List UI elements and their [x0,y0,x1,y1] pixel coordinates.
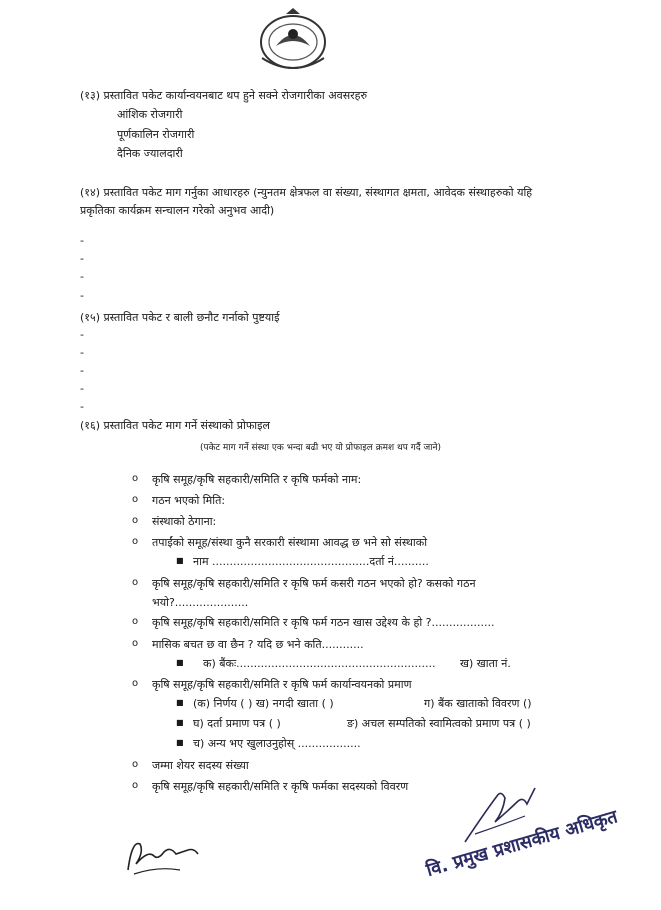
proof-bank-detail: ग) बैंक खाताको विवरण () [424,697,532,710]
proof-other: च) अन्य भए खुलाउनुहोस् .................. [193,737,361,750]
list-item: पूर्णकालिन रोजगारी [117,128,195,141]
proof-registration: घ) दर्ता प्रमाण पत्र ( ) [193,717,281,730]
objective-field: कृषि समूह/कृषि सहकारी/समिति र कृषि फर्म गठन खास उद्देश्य के हो ?.................. [152,616,495,629]
blank-line: - [80,289,84,302]
blank-line: - [80,270,84,283]
bullet-icon: o [132,473,139,484]
share-member-count-field: जम्मा शेयर सदस्य संख्या [152,759,249,772]
blank-line: - [80,382,84,395]
section-16-heading: (१६) प्रस्तावित पकेट माग गर्ने संस्थाको प्रोफाइल [80,419,271,432]
section-15-heading: (१५) प्रस्तावित पकेट र बाली छनौट गर्नाको पुष्टयाई [80,311,280,324]
monthly-saving-field: मासिक बचत छ वा छैन ? यदि छ भने कति............ [152,638,364,651]
blank-line: - [80,234,84,247]
bullet-icon: o [132,536,139,547]
member-details-field: कृषि समूह/कृषि सहकारी/समिति र कृषि फर्मका सदस्यको विवरण [152,780,409,793]
formation-process-field: कृषि समूह/कृषि सहकारी/समिति र कृषि फर्म कसरी गठन भएको हो? कसको गठन [152,577,476,590]
proof-property: ङ) अचल सम्पतिको स्वामित्वको प्रमाण पत्र ( ) [347,717,531,730]
blank-line: - [80,328,84,341]
blank-line: - [80,400,84,413]
org-name-field: कृषि समूह/कृषि सहकारी/समिति र कृषि फर्मको नाम: [152,473,362,486]
signature-left-icon [118,830,208,880]
bullet-icon: o [132,678,139,689]
section-13-heading: (१३) प्रस्तावित पकेट कार्यान्वयनबाट थप हुने सक्ने रोजगारीका अवसरहरु [80,89,368,102]
blank-line: - [80,252,84,265]
square-bullet-icon: ■ [176,698,184,707]
list-item: दैनिक ज्यालदारी [117,147,183,160]
bullet-icon: o [132,515,139,526]
org-address-field: संस्थाको ठेगाना: [152,515,217,528]
blank-line: - [80,346,84,359]
formation-process-field-cont: भयो?..................... [152,596,249,609]
affiliation-field: तपाईंको समूह/संस्था कुनै सरकारी संस्थामा आवद्ध छ भने सो संस्थाको [152,536,428,549]
bank-field: क) बैंकः......................................................... [203,657,436,670]
section-14-heading-cont: प्रकृतिका कार्यक्रम सन्चालन गरेको अनुभव आदी) [80,204,275,217]
list-item: आंशिक रोजगारी [117,108,183,121]
square-bullet-icon: ■ [176,556,184,565]
bullet-icon: o [132,577,139,588]
square-bullet-icon: ■ [176,738,184,747]
square-bullet-icon: ■ [176,718,184,727]
affiliation-name-field: नाम .............................................दर्ता नं.......... [193,555,429,568]
blank-line: - [80,364,84,377]
nepal-government-emblem-icon [248,6,338,76]
account-number-field: ख) खाता नं. [460,657,511,670]
formation-date-field: गठन भएको मिति: [152,494,226,507]
section-16-note: (पकेट माग गर्ने संस्था एक भन्दा बढी भए यो प्रोफाइल क्रमश थप गर्दै जाने) [200,443,441,453]
bullet-icon: o [132,616,139,627]
implementation-proof-field: कृषि समूह/कृषि सहकारी/समिति र कृषि फर्म कार्यान्वयनको प्रमाण [152,678,412,691]
official-stamp: वि. प्रमुख प्रशासकीय अधिकृत [423,806,620,882]
square-bullet-icon: ■ [176,658,184,667]
proof-decision-cash: (क) निर्णय ( ) ख) नगदी खाता ( ) [193,697,334,710]
bullet-icon: o [132,494,139,505]
bullet-icon: o [132,759,139,770]
section-14-heading: (१४) प्रस्तावित पकेट माग गर्नुका आधारहरु (न्युनतम क्षेत्रफल वा संख्या, संस्थागत क्षमता, आवेदक संस्थाहरुको यहि [80,186,533,199]
bullet-icon: o [132,638,139,649]
bullet-icon: o [132,780,139,791]
